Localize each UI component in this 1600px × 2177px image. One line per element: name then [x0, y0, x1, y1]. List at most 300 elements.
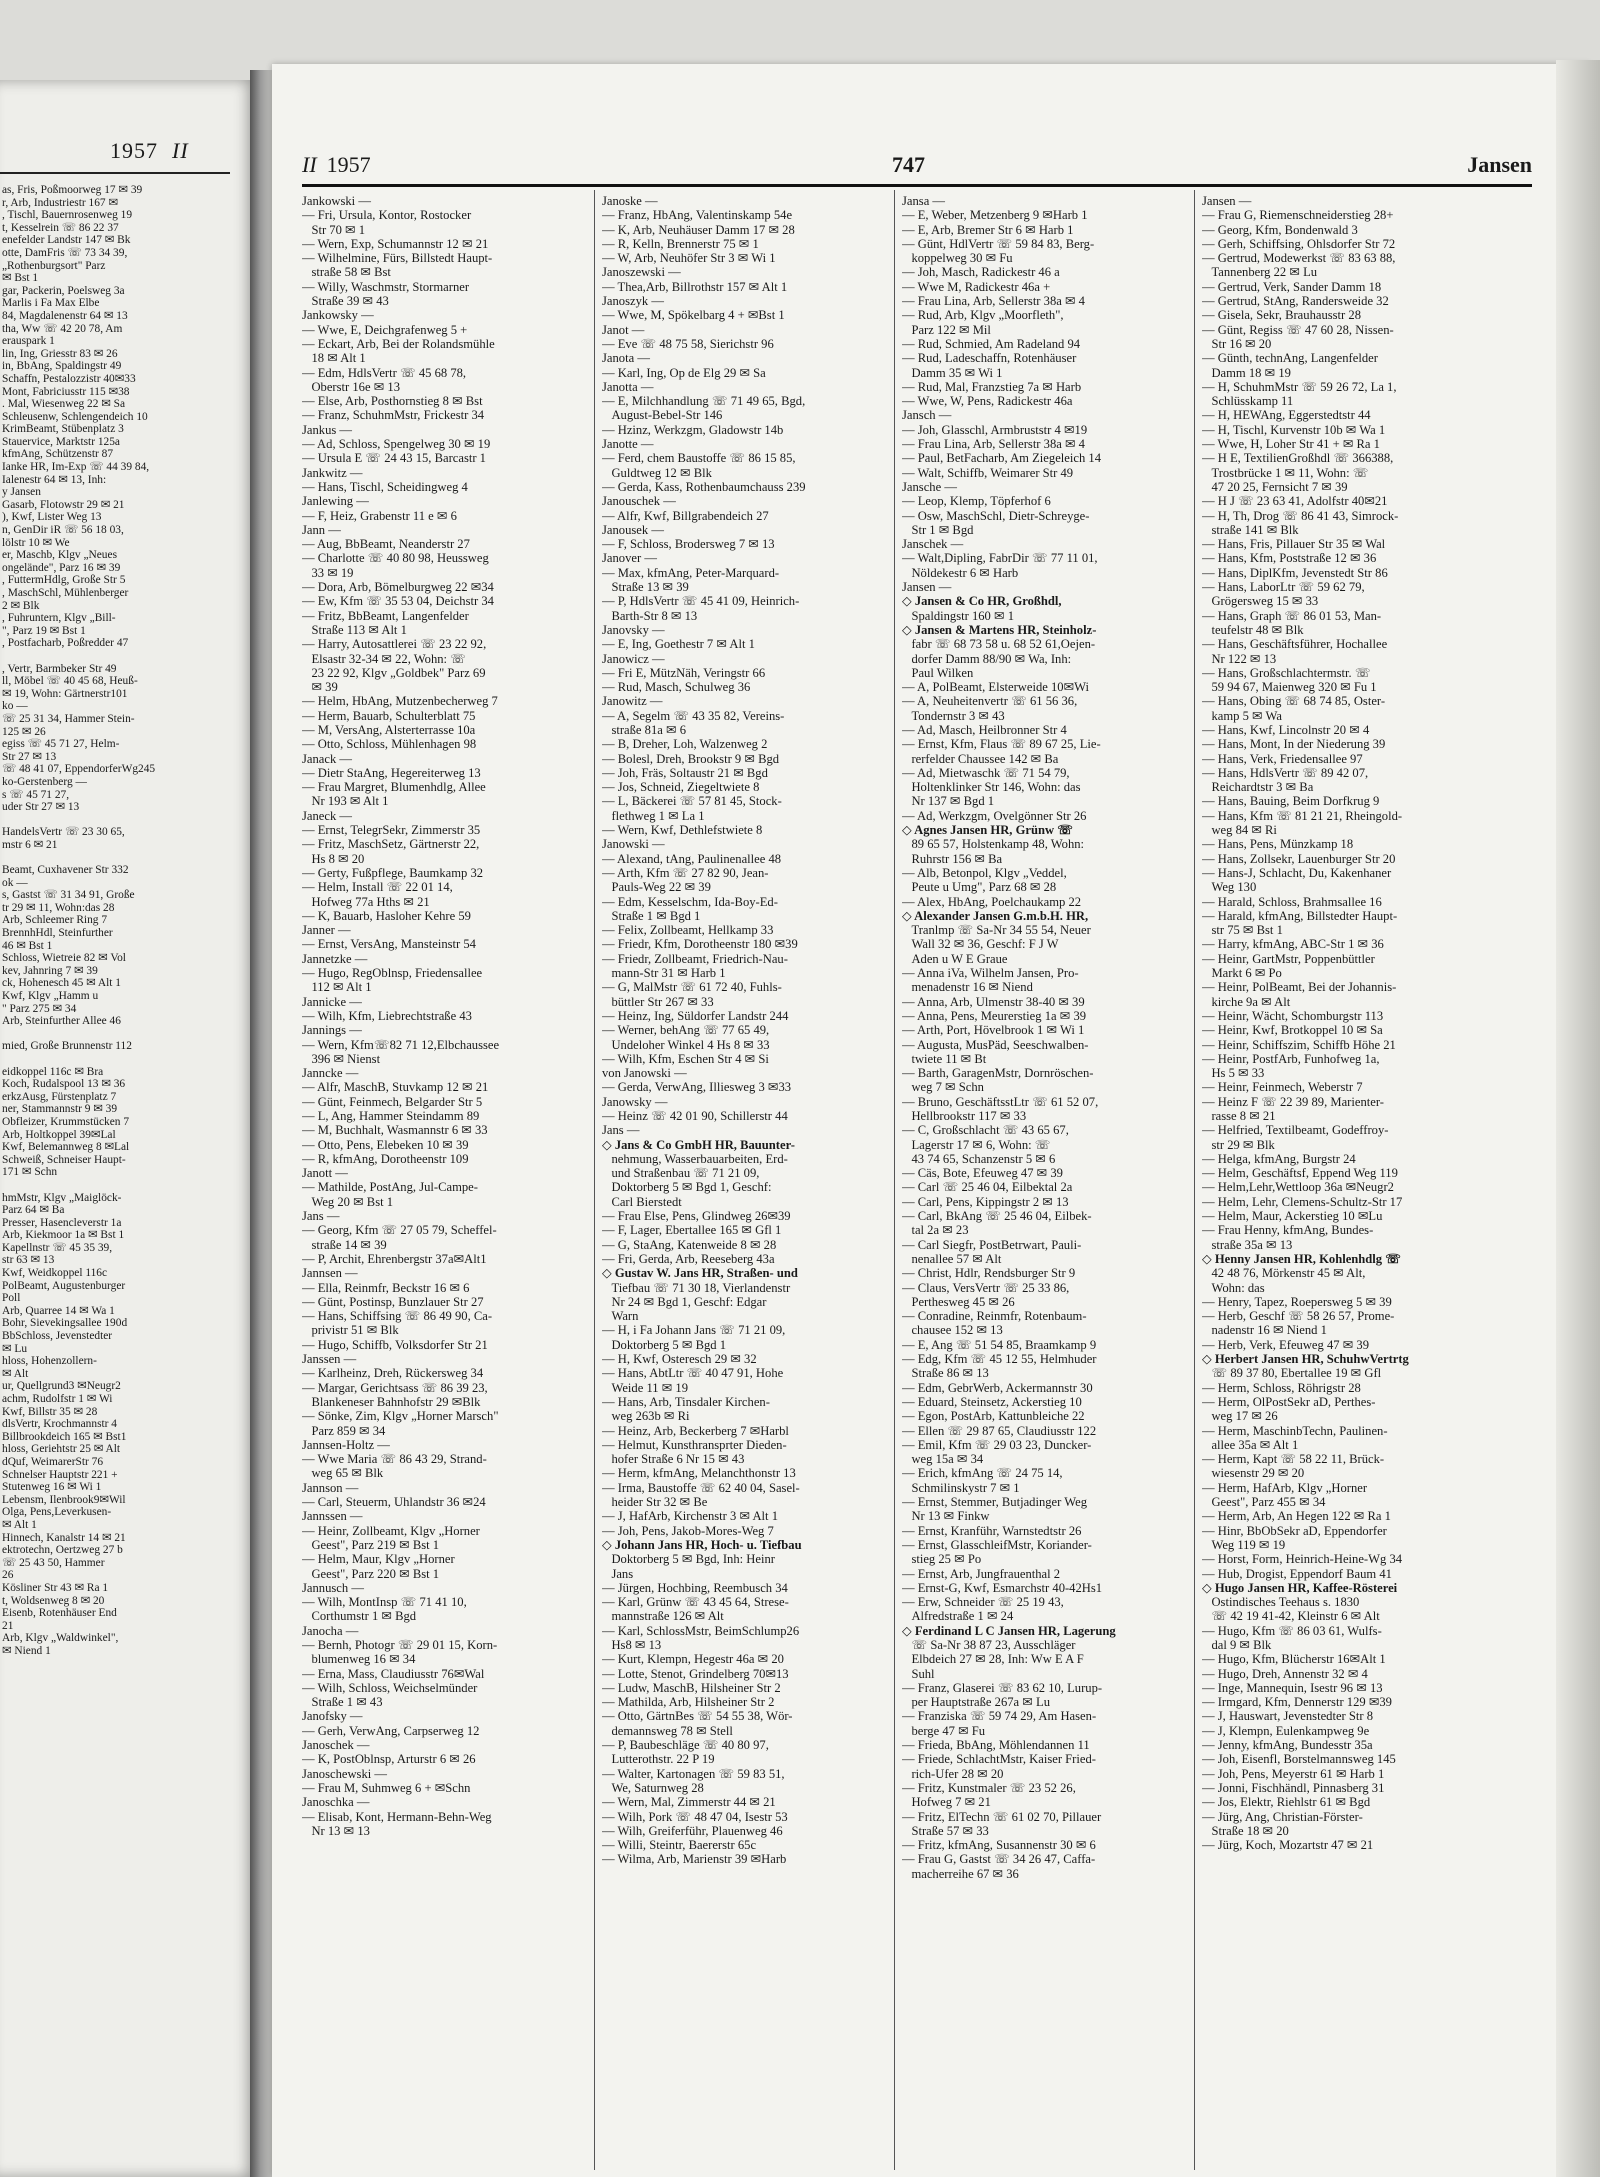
directory-entry-line: Str 70 ✉ 1 — [302, 222, 366, 237]
directory-entry-line: — Hans, Kwf, Lincolnstr 20 ✉ 4 — [1202, 722, 1370, 737]
directory-entry-line: — Ernst, Arb, Jungfrauenthal 2 — [902, 1566, 1061, 1581]
directory-entry-line: — Hans, Arb, Tinsdaler Kirchen- — [602, 1394, 770, 1409]
left-page-line: , Tischl, Bauernrosenweg 19 — [2, 209, 133, 222]
directory-entry-line: — Helm,Lehr,Wettloop 36a ✉Neugr2 — [1202, 1180, 1394, 1195]
left-page-line: erkzAusg, Fürstenplatz 7 — [2, 1090, 117, 1103]
directory-entry-line: Damm 35 ✉ Wi 1 — [902, 365, 1003, 380]
directory-entry-line: — M, VersAng, Alsterterrasse 10a — [302, 722, 476, 737]
directory-entry-line: — Hans, Fris, Pillauer Str 35 ✉ Wal — [1202, 537, 1386, 552]
left-page-line: Str 27 ✉ 13 — [2, 750, 57, 763]
directory-entry-line: Ruhrstr 156 ✉ Ba — [902, 851, 1003, 866]
directory-entry-line: — Herm, HafArb, Klgv „Horner — [1202, 1480, 1368, 1495]
directory-entry-line: — Hans, Schiffsing ☏ 86 49 90, Ca- — [302, 1309, 493, 1324]
directory-entry-line: — Joh, Pens, Meyerstr 61 ✉ Harb 1 — [1202, 1766, 1385, 1781]
surname-heading: Jans — — [302, 1209, 340, 1224]
directory-entry-line: — Karl, Grünw ☏ 43 45 64, Strese- — [602, 1595, 789, 1610]
surname-heading: Janowitz — — [602, 694, 663, 709]
directory-entry-line: Schlüsskamp 11 — [1202, 394, 1294, 409]
left-page-line: HandelsVertr ☏ 23 30 65, — [2, 826, 125, 839]
page-number: 747 — [892, 152, 925, 177]
directory-entry-line: — Carl, Steuerm, Uhlandstr 36 ✉24 — [302, 1495, 486, 1510]
left-page-line: kev, Jahnring 7 ✉ 39 — [2, 964, 98, 977]
directory-entry-line: hofer Straße 6 Nr 15 ✉ 43 — [602, 1452, 745, 1467]
page-header-left — [302, 152, 371, 178]
directory-entry-line: — Heinz ☏ 42 01 90, Schillerstr 44 — [602, 1109, 788, 1123]
left-page-line — [2, 1179, 232, 1192]
directory-entry-line: — Ad, Schloss, Spengelweg 30 ✉ 19 — [302, 437, 491, 452]
directory-entry-line: — Aug, BbBeamt, Neanderstr 27 — [302, 537, 470, 552]
directory-entry-line: — Herm, Bauarb, Schulterblatt 75 — [302, 708, 476, 723]
directory-entry-line: — Eduard, Steinsetz, Ackerstieg 10 — [902, 1394, 1082, 1409]
directory-column-3 — [902, 194, 1188, 2154]
left-page-line: Koch, Rudalspool 13 ✉ 36 — [2, 1078, 126, 1091]
directory-entry-line: Hellbrookstr 117 ✉ 33 — [902, 1109, 1027, 1123]
directory-entry-line: — Gerda, VerwAng, Illiesweg 3 ✉33 — [602, 1080, 792, 1095]
directory-entry-line: — L, Bäckerei ☏ 57 81 45, Stock- — [602, 794, 782, 809]
left-page-line: Stutenweg 16 ✉ Wi 1 — [2, 1481, 102, 1494]
surname-heading: Janover — — [602, 551, 657, 566]
directory-entry-line: stieg 25 ✉ Po — [902, 1552, 982, 1567]
left-page-line: dQuf, WeimarerStr 76 — [2, 1455, 104, 1468]
surname-heading: Jann — — [302, 522, 341, 537]
directory-entry-line: — Hans-J, Schlacht, Du, Kakenhaner — [1202, 865, 1392, 880]
directory-entry-line: — Ludw, MaschB, Hilsheiner Str 2 — [602, 1680, 781, 1695]
surname-heading: Jannson — — [302, 1480, 359, 1495]
left-page-line: Kwf, Weidkoppel 116c — [2, 1267, 108, 1280]
directory-entry-line: — Bernh, Photogr ☏ 29 01 15, Korn- — [302, 1637, 498, 1652]
directory-entry-line: Geest", Parz 455 ✉ 34 — [1202, 1495, 1326, 1510]
left-page-line: Mont, Fabriciusstr 115 ✉38 — [2, 385, 130, 398]
directory-entry-line: — Ernst, VersAng, Mansteinstr 54 — [302, 937, 476, 952]
left-page-line: Bohr, Sievekingsallee 190d — [2, 1317, 128, 1330]
directory-entry-line: mannstraße 126 ✉ Alt — [602, 1609, 724, 1624]
directory-entry-line: — Frau Lina, Arb, Sellerstr 38a ✉ 4 — [902, 294, 1085, 309]
directory-entry-line: — Hans, AbtLtr ☏ 40 47 91, Hohe — [602, 1366, 784, 1381]
left-page-line: Kapellnstr ☏ 45 35 39, — [2, 1241, 113, 1254]
left-page-line: , Vertr, Barmbeker Str 49 — [2, 662, 117, 675]
directory-entry-line: — K, PostOblnsp, Arturstr 6 ✉ 26 — [302, 1752, 476, 1767]
directory-entry-line: Lagerstr 17 ✉ 6, Wohn: ☏ — [902, 1137, 1051, 1152]
directory-entry-line: Wall 32 ✉ 36, Geschf: F J W — [902, 937, 1059, 952]
directory-entry-line: — Harald, Schloss, Brahmsallee 16 — [1202, 894, 1382, 909]
directory-entry-line: — Hans, LaborLtr ☏ 59 62 79, — [1202, 580, 1365, 595]
surname-heading: Janocha — — [302, 1623, 359, 1638]
directory-entry-line: — Gertrud, StAng, Randersweide 32 — [1202, 294, 1389, 309]
left-page-line: lölstr 10 ✉ We — [2, 536, 70, 549]
directory-entry-line: — Edg, Kfm ☏ 45 12 55, Helmhuder — [902, 1352, 1097, 1367]
directory-entry-line: weg 263b ✉ Ri — [602, 1409, 690, 1424]
directory-entry-line: — Otto, Schloss, Mühlenhagen 98 — [302, 737, 477, 752]
directory-entry-line: Wohn: das — [1202, 1280, 1265, 1295]
directory-entry-line: — Franz, HbAng, Valentinskamp 54e — [602, 208, 793, 223]
left-page-line: Eisenb, Rotenhäuser End — [2, 1607, 117, 1620]
directory-entry-line: — H E, TextilienGroßhdl ☏ 366388, — [1202, 451, 1394, 466]
directory-entry-line: Lutterothstr. 22 P 19 — [602, 1752, 715, 1767]
directory-entry-line: kirche 9a ✉ Alt — [1202, 994, 1291, 1009]
surname-heading: Jansen — — [1202, 194, 1252, 208]
directory-entry-line: — Wilh, Schloss, Weichselmünder — [302, 1680, 478, 1695]
directory-entry-line: — Herm, OlPostSekr aD, Perthes- — [1202, 1394, 1376, 1409]
directory-entry-line: 59 94 67, Maienweg 320 ✉ Fu 1 — [1202, 680, 1377, 695]
directory-entry-line: Holtenklinker Str 146, Wohn: das — [902, 780, 1081, 795]
directory-entry-line: — E, Ang ☏ 51 54 85, Braamkamp 9 — [902, 1337, 1097, 1352]
directory-entry-line: dorfer Damm 88/90 ✉ Wa, Inh: — [902, 651, 1072, 666]
directory-entry-line: 89 65 57, Holstenkamp 48, Wohn: — [902, 837, 1085, 852]
directory-entry-line: — P, Baubeschläge ☏ 40 80 97, — [602, 1738, 769, 1753]
left-page-line: 21 — [2, 1619, 14, 1632]
directory-entry-line: — Ernst, Kfm, Flaus ☏ 89 67 25, Lie- — [902, 737, 1101, 752]
directory-entry-line: Straße 113 ✉ Alt 1 — [302, 622, 407, 637]
directory-entry-line: — Werner, behAng ☏ 77 65 49, — [602, 1023, 770, 1038]
directory-entry-line: Jans — [602, 1566, 634, 1581]
directory-entry-line: — Fri, Ursula, Kontor, Rostocker — [302, 208, 472, 223]
directory-entry-line: Hs8 ✉ 13 — [602, 1637, 662, 1652]
directory-entry-line: nadenstr 16 ✉ Niend 1 — [1202, 1323, 1327, 1338]
left-page-line: kfmAng, Schützenstr 87 — [2, 448, 114, 461]
directory-entry-line: — Heinr, Zollbeamt, Klgv „Horner — [302, 1523, 480, 1538]
directory-entry-line: — Walt, Schiffb, Weimarer Str 49 — [902, 465, 1074, 480]
directory-entry-line: — Walter, Kartonagen ☏ 59 83 51, — [602, 1766, 785, 1781]
directory-entry-line: — Karl, Ing, Op de Elg 29 ✉ Sa — [602, 365, 766, 380]
left-page-line — [2, 814, 232, 827]
left-page-line: Kwf, Belemannweg 8 ✉Lal — [2, 1141, 130, 1154]
directory-entry-line: Geest", Parz 220 ✉ Bst 1 — [302, 1566, 440, 1581]
directory-entry-line: — Ad, Werkzgm, Ovelgönner Str 26 — [902, 808, 1087, 823]
left-page-line: enefelder Landstr 147 ✉ Bk — [2, 234, 131, 247]
directory-entry-line: — Alfr, Kwf, Billgrabendeich 27 — [602, 508, 769, 523]
left-page-line: Arb, Steinfurther Allee 46 — [2, 1015, 121, 1028]
surname-heading: Janovsky — — [602, 622, 665, 637]
directory-entry-line: — Willy, Waschmstr, Stormarner — [302, 279, 470, 294]
surname-heading: Janotta — — [602, 379, 654, 394]
directory-entry-line: — Joh, Eisenfl, Borstelmannsweg 145 — [1202, 1752, 1396, 1767]
directory-entry-line: — Wern, Kwf, Dethlefstwiete 8 — [602, 823, 763, 838]
left-page-line: " Parz 275 ✉ 34 — [2, 1002, 77, 1015]
directory-entry-line: weg 15a ✉ 34 — [902, 1452, 984, 1467]
directory-entry-line: — Wwe, E, Deichgrafenweg 5 + — [302, 322, 468, 337]
directory-entry-line: — R, kfmAng, Dorotheenstr 109 — [302, 1151, 469, 1166]
directory-entry-line: We, Saturnweg 28 — [602, 1780, 704, 1795]
left-page-line: hloss, Hohenzollern- — [2, 1355, 97, 1368]
directory-entry-line: 23 22 92, Klgv „Goldbek" Parz 69 — [302, 665, 486, 680]
column-divider — [894, 190, 895, 2170]
left-page-line — [2, 1053, 232, 1066]
surname-heading: Jannetzke — — [302, 951, 368, 966]
directory-entry-line: — Frau G, Gastst ☏ 34 26 47, Caffa- — [902, 1852, 1096, 1867]
directory-entry-line: — Heinz F ☏ 22 39 89, Marienter- — [1202, 1094, 1384, 1109]
directory-entry-line: — Hans, Großschlachtermstr. ☏ — [1202, 665, 1371, 680]
directory-entry-line: rasse 8 ✉ 21 — [1202, 1109, 1276, 1123]
directory-entry-line: weg 17 ✉ 26 — [1202, 1409, 1278, 1424]
directory-entry-line: Nr 193 ✉ Alt 1 — [302, 794, 389, 809]
directory-entry-line: Reichardtstr 3 ✉ Ba — [1202, 780, 1314, 795]
header-year: 1957 — [326, 152, 371, 177]
surname-heading: Janoszyk — — [602, 294, 664, 309]
left-page-line: ner, Stammannstr 9 ✉ 39 — [2, 1103, 118, 1116]
directory-entry-line: — Carl, Pens, Kippingstr 2 ✉ 13 — [902, 1194, 1069, 1209]
directory-entry-line: — Osw, MaschSchl, Dietr-Schreyge- — [902, 508, 1090, 523]
directory-entry-line: — Gerda, Kass, Rothenbaumchauss 239 — [602, 479, 806, 494]
left-page-text — [2, 184, 232, 1657]
left-page-line: ☏ 25 31 34, Hammer Stein- — [2, 712, 135, 725]
surname-heading: Jannings — — [302, 1023, 362, 1038]
directory-entry-line: — W, Arb, Neuhöfer Str 3 ✉ Wi 1 — [602, 251, 776, 266]
directory-entry-line: — Harald, kfmAng, Billstedter Haupt- — [1202, 908, 1398, 923]
directory-entry-line: — Charlotte ☏ 40 80 98, Heussweg — [302, 551, 489, 566]
directory-entry-line: nehmung, Wasserbauarbeiten, Erd- — [602, 1151, 788, 1166]
directory-entry-line: — Bruno, GeschäftsstLtr ☏ 61 52 07, — [902, 1094, 1099, 1109]
directory-entry-line: Hofweg 77a Hths ✉ 21 — [302, 894, 430, 909]
surname-heading: Jansa — — [902, 194, 946, 208]
directory-entry-line: weg 7 ✉ Schn — [902, 1080, 984, 1095]
directory-entry-line: flethweg 1 ✉ La 1 — [602, 808, 705, 823]
directory-entry-line: weg 84 ✉ Ri — [1202, 823, 1277, 838]
left-page-line: egiss ☏ 45 71 27, Helm- — [2, 738, 120, 751]
directory-entry-line: — Fri, Gerda, Arb, Reeseberg 43a — [602, 1251, 775, 1266]
page-header-name: Jansen — [1467, 152, 1532, 177]
directory-entry-line: — Franziska ☏ 59 74 29, Am Hasen- — [902, 1709, 1097, 1724]
directory-entry-line: — Hans, DiplKfm, Jevenstedt Str 86 — [1202, 565, 1388, 580]
directory-entry-line: — Gertrud, Modewerkst ☏ 83 63 88, — [1202, 251, 1396, 266]
directory-entry-line: — Anna iVa, Wilhelm Jansen, Pro- — [902, 966, 1079, 981]
directory-entry-line: Hs 8 ✉ 20 — [302, 851, 365, 866]
directory-entry-line: — L, Ang, Hammer Steindamm 89 — [302, 1109, 480, 1123]
directory-entry-line: — Hub, Drogist, Eppendorf Baum 41 — [1202, 1566, 1392, 1581]
left-page-line: Hinnech, Kanalstr 14 ✉ 21 — [2, 1531, 126, 1544]
left-page-line: Kösliner Str 43 ✉ Ra 1 — [2, 1581, 109, 1594]
left-page-line: ✉ Alt — [2, 1367, 29, 1380]
left-page-line: er, Maschb, Klgv „Neues — [2, 549, 117, 562]
directory-entry-line: — Wilh, MontInsp ☏ 71 41 10, — [302, 1595, 467, 1610]
directory-entry-line: Guldtweg 12 ✉ Blk — [602, 465, 712, 480]
directory-entry-line: — Alb, Betonpol, Klgv „Veddel, — [902, 865, 1067, 880]
left-page-line: , Fuhruntern, Klgv „Bill- — [2, 612, 116, 625]
directory-entry-line: — H J ☏ 23 63 41, Adolfstr 40✉21 — [1202, 494, 1388, 509]
directory-entry-line: 33 ✉ 19 — [302, 565, 354, 580]
left-page-line: Arb, Kiekmoor 1a ✉ Bst 1 — [2, 1229, 125, 1242]
directory-entry-line: — Willi, Steintr, Baererstr 65c — [602, 1838, 757, 1853]
left-page-line: erauspark 1 — [2, 335, 55, 348]
directory-entry-line: — Christ, Hdlr, Rendsburger Str 9 — [902, 1266, 1076, 1281]
directory-entry-line: ◇ Jansen & Co HR, Großhdl, — [902, 594, 1062, 609]
left-page-line: Marlis i Fa Max Elbe — [2, 297, 100, 310]
header-roman: II — [302, 152, 317, 177]
directory-entry-line: Perthesweg 45 ✉ 26 — [902, 1294, 1015, 1309]
left-page-line: 26 — [2, 1569, 14, 1582]
directory-entry-line: — Anna, Arb, Ulmenstr 38-40 ✉ 39 — [902, 994, 1085, 1009]
directory-entry-line: — Harry, kfmAng, ABC-Str 1 ✉ 36 — [1202, 937, 1384, 952]
directory-entry-line: — Gertrud, Verk, Sander Damm 18 — [1202, 279, 1382, 294]
directory-entry-line: Nr 122 ✉ 13 — [1202, 651, 1277, 666]
left-page-line: Olga, Pens,Leverkusen- — [2, 1506, 112, 1519]
directory-entry-line: chausee 152 ✉ 13 — [902, 1323, 1003, 1338]
directory-entry-line: Paul Wilken — [902, 665, 974, 680]
directory-entry-line: — G, StaAng, Katenweide 8 ✉ 28 — [602, 1237, 777, 1252]
directory-entry-line: — E, Ing, Goethestr 7 ✉ Alt 1 — [602, 637, 755, 652]
surname-heading: Jankowsky — — [302, 308, 374, 323]
left-page-line: eidkoppel 116c ✉ Bra — [2, 1065, 104, 1078]
directory-entry-line: Nr 13 ✉ 13 — [302, 1823, 370, 1838]
directory-entry-line: — Ernst, GlasschleifMstr, Koriander- — [902, 1537, 1092, 1552]
directory-entry-line: — Fritz, Kunstmaler ☏ 23 52 26, — [902, 1780, 1076, 1795]
left-page-line: Schnelser Hauptstr 221 + — [2, 1468, 118, 1481]
surname-heading: Janowsky — — [602, 1094, 668, 1109]
directory-entry-line: — Erw, Schneider ☏ 25 19 43, — [902, 1595, 1064, 1610]
directory-entry-line: Carl Bierstedt — [602, 1194, 682, 1209]
directory-entry-line: — Fritz, MaschSetz, Gärtnerstr 22, — [302, 837, 480, 852]
left-page-line: ☏ 25 43 50, Hammer — [2, 1556, 105, 1569]
directory-entry-line: — Jonni, Fischhändl, Pinnasberg 31 — [1202, 1780, 1385, 1795]
directory-entry-line: 18 ✉ Alt 1 — [302, 351, 366, 366]
directory-entry-line: — Mathilda, Arb, Hilsheiner Str 2 — [602, 1695, 775, 1710]
directory-entry-line: Parz 859 ✉ 34 — [302, 1423, 386, 1438]
left-page-line: uder Str 27 ✉ 13 — [2, 801, 80, 814]
directory-entry-line: — Hans, Bauing, Beim Dorfkrug 9 — [1202, 794, 1380, 809]
directory-entry-line: Parz 122 ✉ Mil — [902, 322, 991, 337]
surname-heading: Janowski — — [602, 837, 665, 852]
left-page-line: Kwf, Klgv „Hamm u — [2, 990, 99, 1002]
left-page-line: ektrotechn, Oertzweg 27 b — [2, 1544, 123, 1557]
directory-entry-line: — Carl ☏ 25 46 04, Eilbektal 2a — [902, 1180, 1073, 1195]
directory-entry-line: Pauls-Weg 22 ✉ 39 — [602, 880, 711, 895]
directory-entry-line: — Max, kfmAng, Peter-Marquard- — [602, 565, 780, 580]
directory-entry-line: — Heinr, PolBeamt, Bei der Johannis- — [1202, 980, 1397, 995]
directory-entry-line: — Edm, Kesselschm, Ida-Boy-Ed- — [602, 894, 778, 909]
directory-entry-line: — J, HafArb, Kirchenstr 3 ✉ Alt 1 — [602, 1509, 778, 1524]
directory-entry-line: — Heinz, Arb, Beckerberg 7 ✉Harbl — [602, 1423, 789, 1438]
directory-entry-line: Doktorberg 5 ✉ Bgd 1 — [602, 1337, 727, 1352]
left-page-line: Presser, Hasencleverstr 1a — [2, 1216, 122, 1229]
directory-entry-line: — Günt, Postinsp, Bunzlauer Str 27 — [302, 1294, 484, 1309]
directory-entry-line: — Inge, Mannequin, Isestr 96 ✉ 13 — [1202, 1680, 1383, 1695]
left-page-line: hmMstr, Klgv „Maiglöck- — [2, 1191, 122, 1204]
left-page-line: , Postfacharb, Poßredder 47 — [2, 637, 129, 650]
directory-entry-line: demannsweg 78 ✉ Stell — [602, 1723, 733, 1738]
left-page-line: r, Arb, Industriestr 167 ✉ — [2, 196, 119, 209]
left-page-line: lin, Ing, Griesstr 83 ✉ 26 — [2, 347, 118, 360]
left-page-line: Parz 64 ✉ Ba — [2, 1204, 65, 1217]
directory-entry-line: Straße 1 ✉ 43 — [302, 1695, 383, 1710]
directory-entry-line: — Jos, Schneid, Ziegeltwiete 8 — [602, 780, 760, 795]
directory-entry-line: — Eve ☏ 48 75 58, Sierichstr 96 — [602, 336, 774, 351]
left-page-line: ll, Möbel ☏ 40 45 68, Heuß- — [2, 675, 138, 688]
directory-entry-line: — Günt, Feinmech, Belgarder Str 5 — [302, 1094, 483, 1109]
directory-entry-line: — Ew, Kfm ☏ 35 53 04, Deichstr 34 — [302, 594, 494, 609]
directory-entry-line: — Karl, SchlossMstr, BeimSchlump26 — [602, 1623, 800, 1638]
left-page-line: y Jansen — [2, 486, 41, 499]
directory-entry-line: — Georg, Kfm, Bondenwald 3 — [1202, 222, 1358, 237]
directory-entry-line: — K, Arb, Neuhäuser Damm 17 ✉ 28 — [602, 222, 795, 237]
directory-entry-line: — Helm, Install ☏ 22 01 14, — [302, 880, 453, 895]
directory-entry-line: Weg 119 ✉ 19 — [1202, 1537, 1286, 1552]
left-page-line: KrimBeamt, Stübenplatz 3 — [2, 423, 124, 436]
directory-entry-line: Tondernstr 3 ✉ 43 — [902, 708, 1005, 723]
directory-entry-line: str 75 ✉ Bst 1 — [1202, 923, 1283, 938]
directory-entry-line: — Hugo, Kfm ☏ 86 03 61, Wulfs- — [1202, 1623, 1382, 1638]
directory-entry-line: — Herm, Arb, An Hegen 122 ✉ Ra 1 — [1202, 1509, 1391, 1524]
directory-entry-line: Nr 137 ✉ Bgd 1 — [902, 794, 995, 809]
directory-entry-line: — Margar, Gerichtsass ☏ 86 39 23, — [302, 1380, 488, 1395]
directory-entry-line: Straße 1 ✉ Bgd 1 — [602, 908, 701, 923]
directory-entry-line: — Hans, Zollsekr, Lauenburger Str 20 — [1202, 851, 1396, 866]
directory-entry-line: Barth-Str 8 ✉ 13 — [602, 608, 698, 623]
directory-entry-line: — Helga, kfmAng, Burgstr 24 — [1202, 1151, 1356, 1166]
directory-entry-line: 47 20 25, Fernsicht 7 ✉ 39 — [1202, 479, 1348, 494]
left-page-year: 1957 — [110, 138, 158, 163]
directory-entry-line: heider Str 32 ✉ Be — [602, 1495, 708, 1510]
surname-heading: Janofsky — — [302, 1709, 363, 1724]
directory-entry-line: Spaldingstr 160 ✉ 1 — [902, 608, 1015, 623]
directory-entry-line: Blankeneser Bahnhofstr 29 ✉Blk — [302, 1394, 481, 1409]
directory-entry-line: — Joh, Pens, Jakob-Mores-Weg 7 — [602, 1523, 774, 1538]
directory-entry-line: Weg 130 — [1202, 880, 1257, 895]
directory-entry-line: — Herm, MaschinbTechn, Paulinen- — [1202, 1423, 1388, 1438]
left-page-roman: II — [172, 138, 189, 163]
surname-heading: Janoschewski — — [302, 1766, 387, 1781]
directory-entry-line: — Ursula E ☏ 24 43 15, Barcastr 1 — [302, 451, 486, 466]
directory-entry-line: macherreihe 67 ✉ 36 — [902, 1866, 1019, 1881]
directory-entry-line: — Hugo, Schiffb, Volksdorfer Str 21 — [302, 1337, 488, 1352]
left-page-line: Schloss, Wietreie 82 ✉ Vol — [2, 952, 126, 965]
directory-entry-line: — Otto, Pens, Elebeken 10 ✉ 39 — [302, 1137, 469, 1152]
surname-heading: Janoschka — — [302, 1795, 370, 1810]
column-divider — [1194, 190, 1195, 2170]
left-page-line: Ianke HR, Im-Exp ☏ 44 39 84, — [2, 461, 150, 474]
directory-entry-line: — Hinr, BbObSekr aD, Eppendorfer — [1202, 1523, 1387, 1538]
directory-entry-line: — Hans, Graph ☏ 86 01 53, Man- — [1202, 608, 1382, 623]
directory-entry-line: — Hans, Pens, Münzkamp 18 — [1202, 837, 1354, 852]
directory-entry-line: straße 14 ✉ 39 — [302, 1237, 387, 1252]
directory-entry-line: 42 48 76, Mörkenstr 45 ✉ Alt, — [1202, 1266, 1366, 1281]
left-page-line: ur, Quellgrund3 ✉Neugr2 — [2, 1380, 121, 1393]
directory-entry-line: — Arth, Port, Hövelbrook 1 ✉ Wi 1 — [902, 1023, 1085, 1038]
directory-entry-line: — Hans, Obing ☏ 68 74 85, Oster- — [1202, 694, 1386, 709]
directory-entry-line: — Carl Siegfr, PostBetrwart, Pauli- — [902, 1237, 1082, 1252]
directory-entry-line: Tannenberg 22 ✉ Lu — [1202, 265, 1318, 280]
directory-entry-line: — Ernst, Kranführ, Warnstedtstr 26 — [902, 1523, 1082, 1538]
left-page-line: Billbrookdeich 165 ✉ Bst1 — [2, 1430, 127, 1443]
directory-entry-line: straße 81a ✉ 6 — [602, 722, 686, 737]
surname-heading: Janowicz — — [602, 651, 665, 666]
directory-entry-line: Ostindisches Teehaus s. 1830 — [1202, 1595, 1360, 1610]
directory-entry-line: — Ad, Mietwaschk ☏ 71 54 79, — [902, 765, 1070, 780]
directory-entry-line: — Claus, VersVertr ☏ 25 33 86, — [902, 1280, 1070, 1295]
directory-entry-line: — B, Dreher, Loh, Walzenweg 2 — [602, 737, 768, 752]
directory-entry-line: — Helm, Maur, Ackerstieg 10 ✉Lu — [1202, 1209, 1383, 1224]
directory-entry-line: — Wwe, W, Pens, Radickestr 46a — [902, 394, 1073, 409]
surname-heading: Jans — — [602, 1123, 640, 1138]
directory-entry-line: — Hans, Geschäftsführer, Hochallee — [1202, 637, 1388, 652]
directory-entry-line: — H, Tischl, Kurvenstr 10b ✉ Wa 1 — [1202, 422, 1386, 437]
directory-entry-line: — Ella, Reinmfr, Beckstr 16 ✉ 6 — [302, 1280, 470, 1295]
left-page-line: , FuttermHdlg, Große Str 5 — [2, 574, 126, 587]
directory-entry-line: und Straßenbau ☏ 71 21 09, — [602, 1166, 760, 1181]
directory-entry-line: Tiefbau ☏ 71 30 18, Vierlandenstr — [602, 1280, 791, 1295]
directory-entry-line: — Hans, Mont, In der Niederung 39 — [1202, 737, 1386, 752]
directory-entry-line: ◇ Agnes Jansen HR, Grünw ☏ — [902, 823, 1073, 838]
directory-entry-line: mann-Str 31 ✉ Harb 1 — [602, 966, 726, 981]
left-page-line: 171 ✉ Schn — [2, 1166, 58, 1179]
directory-entry-line: — Wwe Maria ☏ 86 43 29, Strand- — [302, 1452, 487, 1467]
directory-entry-line: — Georg, Kfm ☏ 27 05 79, Scheffel- — [302, 1223, 497, 1238]
left-page-line — [2, 1028, 232, 1041]
left-page-line — [2, 851, 232, 864]
directory-entry-line: — Leop, Klemp, Töpferhof 6 — [902, 494, 1051, 509]
left-page-rule — [0, 172, 230, 174]
directory-entry-line: — Herb, Geschf ☏ 58 26 57, Prome- — [1202, 1309, 1395, 1324]
column-divider — [594, 190, 595, 2170]
directory-entry-line: — Hans, Kfm ☏ 81 21 21, Rheingold- — [1202, 808, 1403, 823]
